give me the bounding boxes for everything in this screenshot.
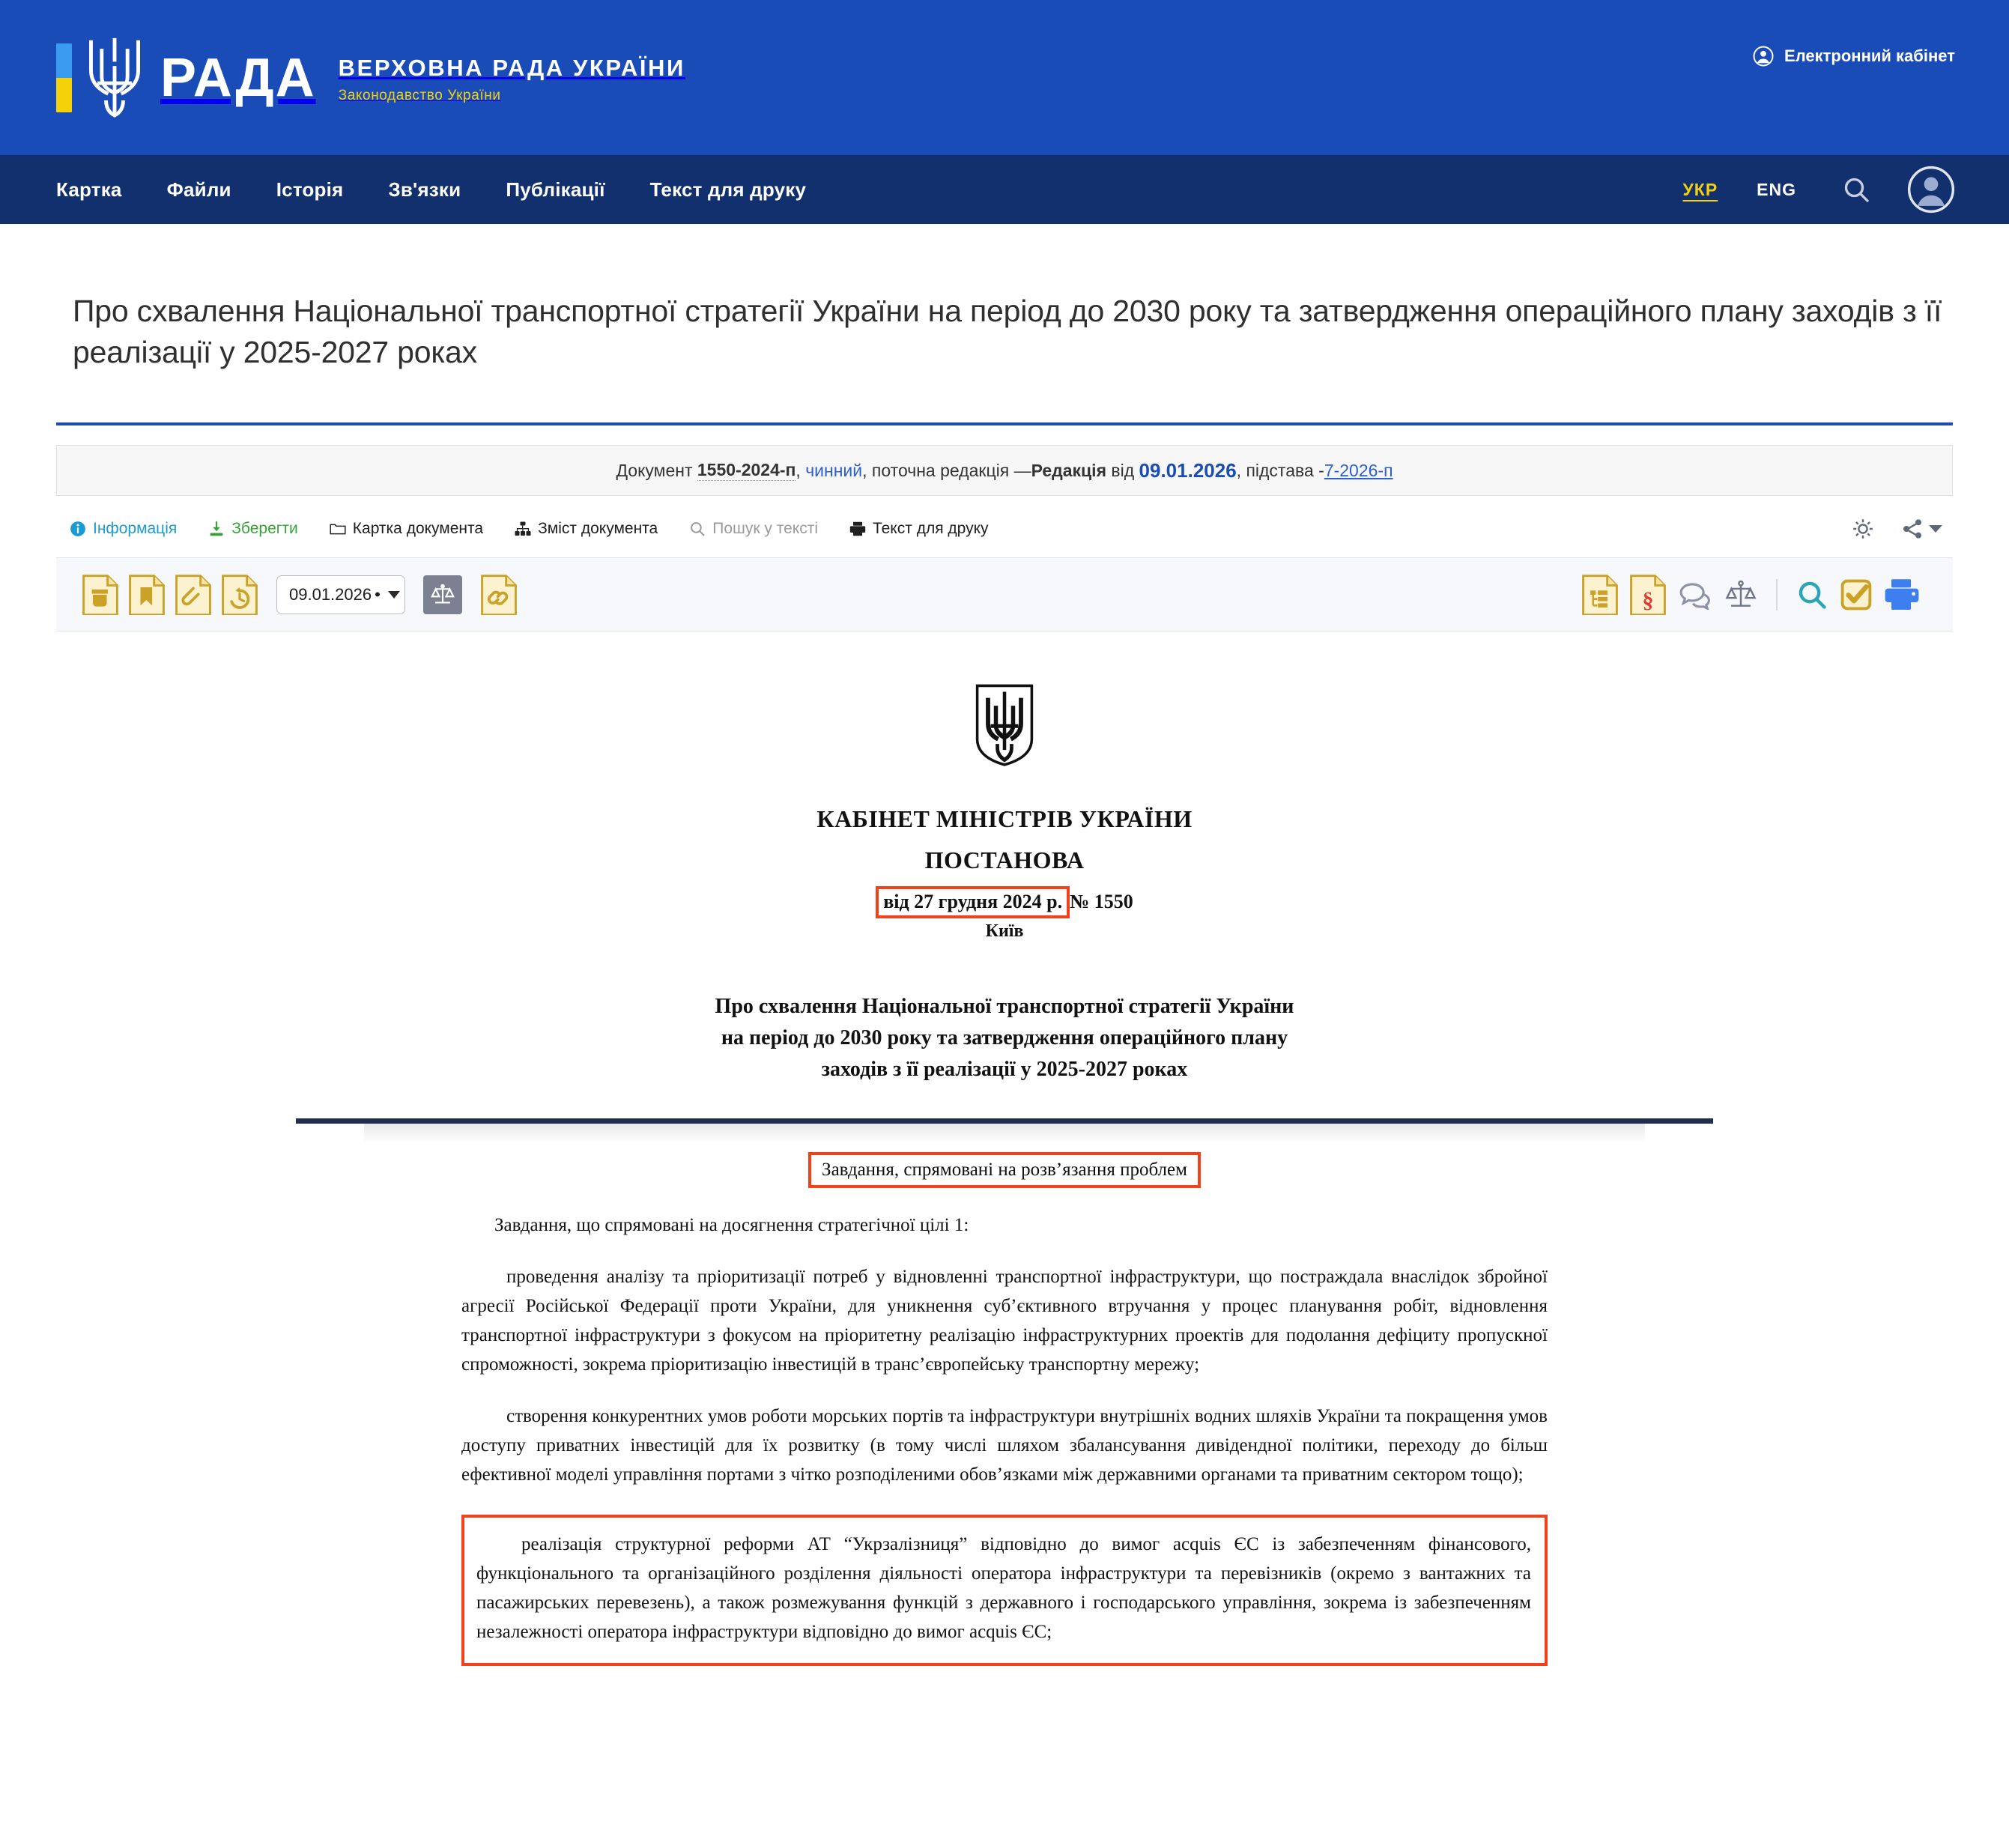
document-organization: КАБІНЕТ МІНІСТРІВ УКРАЇНИ bbox=[816, 805, 1193, 833]
status-prefix: Документ bbox=[616, 460, 693, 480]
document-lead-paragraph: Завдання, що спрямовані на досягнення стратегічної цілі 1: bbox=[494, 1214, 969, 1235]
action-print-text[interactable] bbox=[849, 520, 989, 538]
document-structure-icon[interactable] bbox=[1581, 575, 1619, 615]
comments-icon[interactable] bbox=[1677, 580, 1713, 610]
content-fade-strip bbox=[364, 1124, 1645, 1143]
checkbox-checked-icon[interactable] bbox=[1839, 578, 1873, 612]
action-information[interactable] bbox=[70, 520, 177, 538]
nav-item-istoriya[interactable]: Історія bbox=[276, 178, 344, 201]
document-view-toolbar bbox=[56, 558, 1953, 631]
highlight-box-section-heading: Завдання, спрямовані на розв’язання проблем bbox=[808, 1152, 1201, 1188]
document-number: № 1550 bbox=[1070, 891, 1133, 913]
highlight-box-date: від 27 грудня 2024 р. bbox=[876, 886, 1070, 918]
brand-title: ВЕРХОВНА РАДА УКРАЇНИ bbox=[338, 54, 685, 81]
revision-history-icon[interactable] bbox=[221, 575, 258, 615]
status-validity[interactable]: чинний bbox=[805, 460, 863, 480]
document-paragraph: створення конкурентних умов роботи морських портів та інфраструктури внутрішніх водних шляхів України та покращення умов доступу приватних інвестицій для їх розвитку (в тому числі шляхом збалансування дивідендної політики, переходу до більш ефективної моделі управління портами з чітко розподіленими обов’язками між державними органами та приватним сектором тощо); bbox=[461, 1405, 1548, 1485]
nav-item-publikacii[interactable]: Публікації bbox=[506, 178, 605, 201]
search-icon[interactable] bbox=[1816, 175, 1891, 205]
state-emblem bbox=[56, 684, 1953, 766]
site-header bbox=[0, 0, 2009, 155]
status-redaction-label: Редакція bbox=[1031, 460, 1106, 480]
document-text-body bbox=[461, 1124, 1548, 1771]
status-basis-label: , підстава - bbox=[1236, 460, 1324, 480]
folder-icon bbox=[330, 521, 346, 536]
brand-word: РАДА bbox=[160, 47, 316, 108]
brand-subtitle: Законодавство України bbox=[338, 88, 501, 104]
revision-date-dot: • bbox=[375, 584, 381, 604]
nav-item-kartka[interactable]: Картка bbox=[56, 178, 122, 201]
document-date-number-line bbox=[56, 886, 1953, 918]
share-button[interactable] bbox=[1900, 517, 1942, 541]
site-logo-link[interactable] bbox=[56, 34, 685, 121]
permalink-document-icon[interactable] bbox=[480, 575, 518, 615]
status-redaction-date: 09.01.2026 bbox=[1139, 458, 1237, 482]
title-divider bbox=[56, 422, 1953, 425]
document-kind: ПОСТАНОВА bbox=[924, 846, 1085, 874]
download-icon bbox=[208, 521, 225, 537]
search-icon bbox=[689, 521, 706, 537]
action-table-of-contents-label: Зміст документа bbox=[538, 520, 658, 538]
highlight-box-paragraph bbox=[461, 1515, 1548, 1666]
chevron-down-icon bbox=[388, 591, 400, 599]
action-save[interactable] bbox=[208, 520, 298, 538]
info-icon bbox=[70, 521, 86, 537]
action-document-card[interactable] bbox=[330, 520, 483, 538]
document-content bbox=[56, 631, 1953, 1771]
compare-revisions-button[interactable] bbox=[423, 575, 462, 614]
lang-switch-ukr[interactable]: УКР bbox=[1682, 179, 1718, 199]
lang-switch-eng[interactable]: ENG bbox=[1757, 179, 1796, 199]
status-comma: , bbox=[796, 460, 801, 480]
main-navigation bbox=[0, 155, 2009, 224]
document-heading-divider bbox=[296, 1118, 1713, 1124]
user-circle-icon bbox=[1752, 45, 1775, 67]
legal-scales-icon[interactable] bbox=[1724, 579, 1758, 611]
chevron-down-icon bbox=[1929, 525, 1942, 533]
paragraph-symbol-document-icon[interactable] bbox=[1629, 575, 1667, 615]
archive-document-icon[interactable] bbox=[82, 575, 119, 615]
search-in-document-icon[interactable] bbox=[1796, 578, 1828, 611]
nav-item-tekst-dlya-druku[interactable]: Текст для друку bbox=[649, 178, 807, 201]
nav-item-zvyazky[interactable]: Зв'язки bbox=[388, 178, 461, 201]
document-heading-line-3: заходів з її реалізації у 2025-2027 роках bbox=[821, 1057, 1188, 1081]
electronic-cabinet-label: Електронний кабінет bbox=[1784, 46, 1955, 65]
revision-date-select[interactable] bbox=[276, 575, 405, 614]
electronic-cabinet-link[interactable] bbox=[1752, 45, 1955, 67]
action-search-in-text[interactable] bbox=[689, 520, 818, 538]
document-status-bar bbox=[56, 445, 1953, 496]
sitemap-icon bbox=[515, 521, 531, 536]
status-middle: , поточна редакція — bbox=[862, 460, 1031, 480]
action-information-label: Інформація bbox=[93, 520, 178, 538]
page-title: Про схвалення Національної транспортної стратегії України на період до 2030 року та затвердження операційного плану заходів з її реалізації у 2025-2027 роках bbox=[73, 294, 1942, 369]
avatar[interactable] bbox=[1907, 166, 1955, 213]
document-highlighted-paragraph: реалізація структурної реформи АТ “Укрзалізниця” відповідно до вимог acquis ЄС із забезпеченням фінансового, функціонального та організаційного розділення діяльності оператора інфраструктури та перевізників (окремо з вантажних та пасажирських перевезень), а також розмежування функцій з державного і господарського управління, зокрема із забезпеченням незалежності оператора інфраструктури відповідно до вимог acquis ЄС; bbox=[476, 1533, 1531, 1642]
document-heading-line-1: Про схвалення Національної транспортної стратегії України bbox=[715, 994, 1294, 1018]
bookmark-document-icon[interactable] bbox=[128, 575, 166, 615]
toolbar-divider bbox=[1776, 579, 1778, 611]
trident-emblem-icon bbox=[82, 34, 160, 121]
svg-text:§: § bbox=[1642, 587, 1654, 613]
attachment-document-icon[interactable] bbox=[175, 575, 212, 615]
action-save-label: Зберегти bbox=[231, 520, 298, 538]
revision-date-value: 09.01.2026 bbox=[289, 584, 372, 604]
document-action-toolbar bbox=[56, 496, 1953, 558]
document-heading bbox=[574, 991, 1435, 1085]
nav-item-faily[interactable]: Файли bbox=[166, 178, 231, 201]
document-section-heading bbox=[461, 1152, 1548, 1188]
gear-icon[interactable] bbox=[1851, 517, 1875, 541]
status-vid: від bbox=[1111, 460, 1135, 480]
action-print-text-label: Текст для друку bbox=[872, 520, 989, 538]
action-search-in-text-label: Пошук у тексті bbox=[712, 520, 818, 538]
print-document-icon[interactable] bbox=[1884, 578, 1920, 611]
status-document-number[interactable]: 1550-2024-п bbox=[697, 460, 796, 480]
document-paragraph: проведення аналізу та пріоритизації потреб у відновленні транспортної інфраструктури, що постраждала внаслідок збройної агресії Російської Федерації проти України, для уникнення суб’єктивного втручання у процес планування робіт, відновлення транспортної інфраструктури з фокусом на пріоритетну реалізацію інфраструктурних проектів для подолання дефіциту пропускної спроможності, зокрема пріоритизацію інвестицій в транс’європейську транспортну мережу; bbox=[461, 1266, 1548, 1375]
action-table-of-contents[interactable] bbox=[515, 520, 658, 538]
document-heading-line-2: на період до 2030 року та затвердження операційного плану bbox=[721, 1026, 1288, 1049]
action-document-card-label: Картка документа bbox=[352, 520, 484, 538]
printer-icon bbox=[849, 521, 866, 536]
ukraine-flag-bar bbox=[56, 43, 72, 112]
document-city: Київ bbox=[985, 921, 1024, 941]
status-basis-link[interactable]: 7-2026-п bbox=[1324, 460, 1393, 480]
